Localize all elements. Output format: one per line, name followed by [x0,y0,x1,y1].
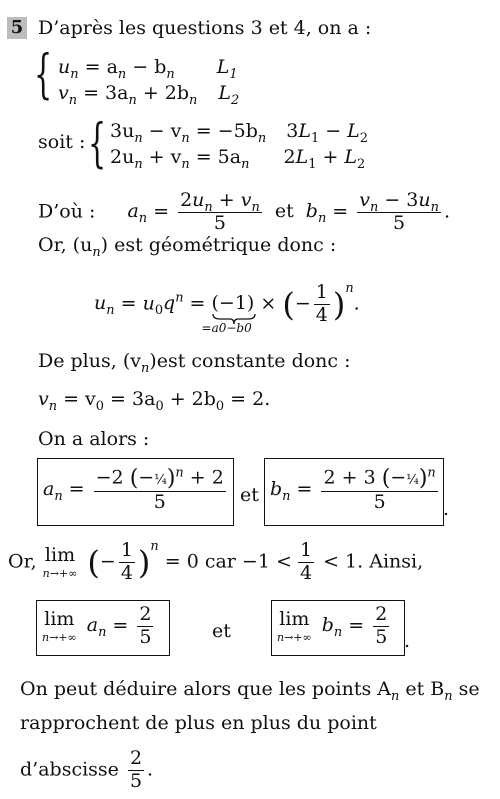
fraction-a: $\frac{2u_n + v_n}{5}$ [180,189,260,234]
intro-text: D’après les questions 3 et 4, on a : [38,17,372,39]
box-et: et [240,484,259,506]
period: . [443,498,450,520]
system1-line1: $u_n = a_n - b_n$ $L_1$ [58,56,238,82]
lim-bn-result: lim n→+∞ $b_n$ = $\frac{2}{5}$ [277,603,388,648]
left-brace-2: { [88,114,107,174]
question-number-badge: 5 [7,17,27,39]
fraction-bn-result: $\frac{2 + 3 (-\frac{1}{4})^n}{5}$ [323,465,436,514]
an-result: $a_n$ = $\frac{-2 (-\frac{1}{4})^n + 2}{5}$ [43,465,224,514]
system2-line1: $3u_n - v_n = -5b_n$ $3L_1 - L_2$ [110,120,368,146]
limit-line: Or, lim n→+∞ (− $\frac{1}{4}$ )$^n$ = 0 car −1 < $\frac{1}{4}$ < 1. Ainsi, [8,539,424,584]
system2-line2: $2u_n + v_n = 5a_n$ $2L_1 + L_2$ [110,146,366,172]
bn-result: $b_n$ = $\frac{2 + 3 (-\frac{1}{4})^n}{5}$ [270,465,436,514]
system1-line2: $v_n = 3a_n + 2b_n$ $L_2$ [58,82,240,108]
fraction-b: $\frac{v_n - 3u_n}{5}$ [359,189,439,234]
soit-label: soit : [38,131,86,153]
or-geometrique: Or, $(u_n)$ est géométrique donc : [38,234,337,260]
result-et: et [212,620,231,642]
conclusion-line2: rapprochent de plus en plus du point [20,712,377,734]
conclusion-line3: d’abscisse $\frac{2}{5}$ . [20,747,154,792]
on-a-alors: On a alors : [38,428,150,450]
lim-an-result: lim n→+∞ $a_n$ = $\frac{2}{5}$ [42,603,152,648]
dou-line: D’où : $a_n$ = $\frac{2u_n + v_n}{5}$ et $b_n$ = $\frac{v_n - 3u_n}{5}$ . [38,189,450,234]
fraction-an-result: $\frac{-2 (-\frac{1}{4})^n + 2}{5}$ [95,465,224,514]
vn-equation: $v_n = v_0 = 3a_0 + 2b_0 = 2$. [38,388,271,414]
conclusion-line1: On peut déduire alors que les points $A_n$ et $B_n$ se [20,678,480,704]
un-formula: $u_n = u_0q^n = (-1)$ =a0−b0 × (− $\frac{1}{4}$ )$^n$. [94,281,360,336]
left-brace: { [34,45,53,105]
underbrace-group: (−1) =a0−b0 [201,292,255,336]
period-2: . [404,630,411,652]
underbrace-label: =a0−b0 [201,321,252,336]
de-plus-line: De plus, $(v_n)est$ constante donc : [38,350,351,376]
